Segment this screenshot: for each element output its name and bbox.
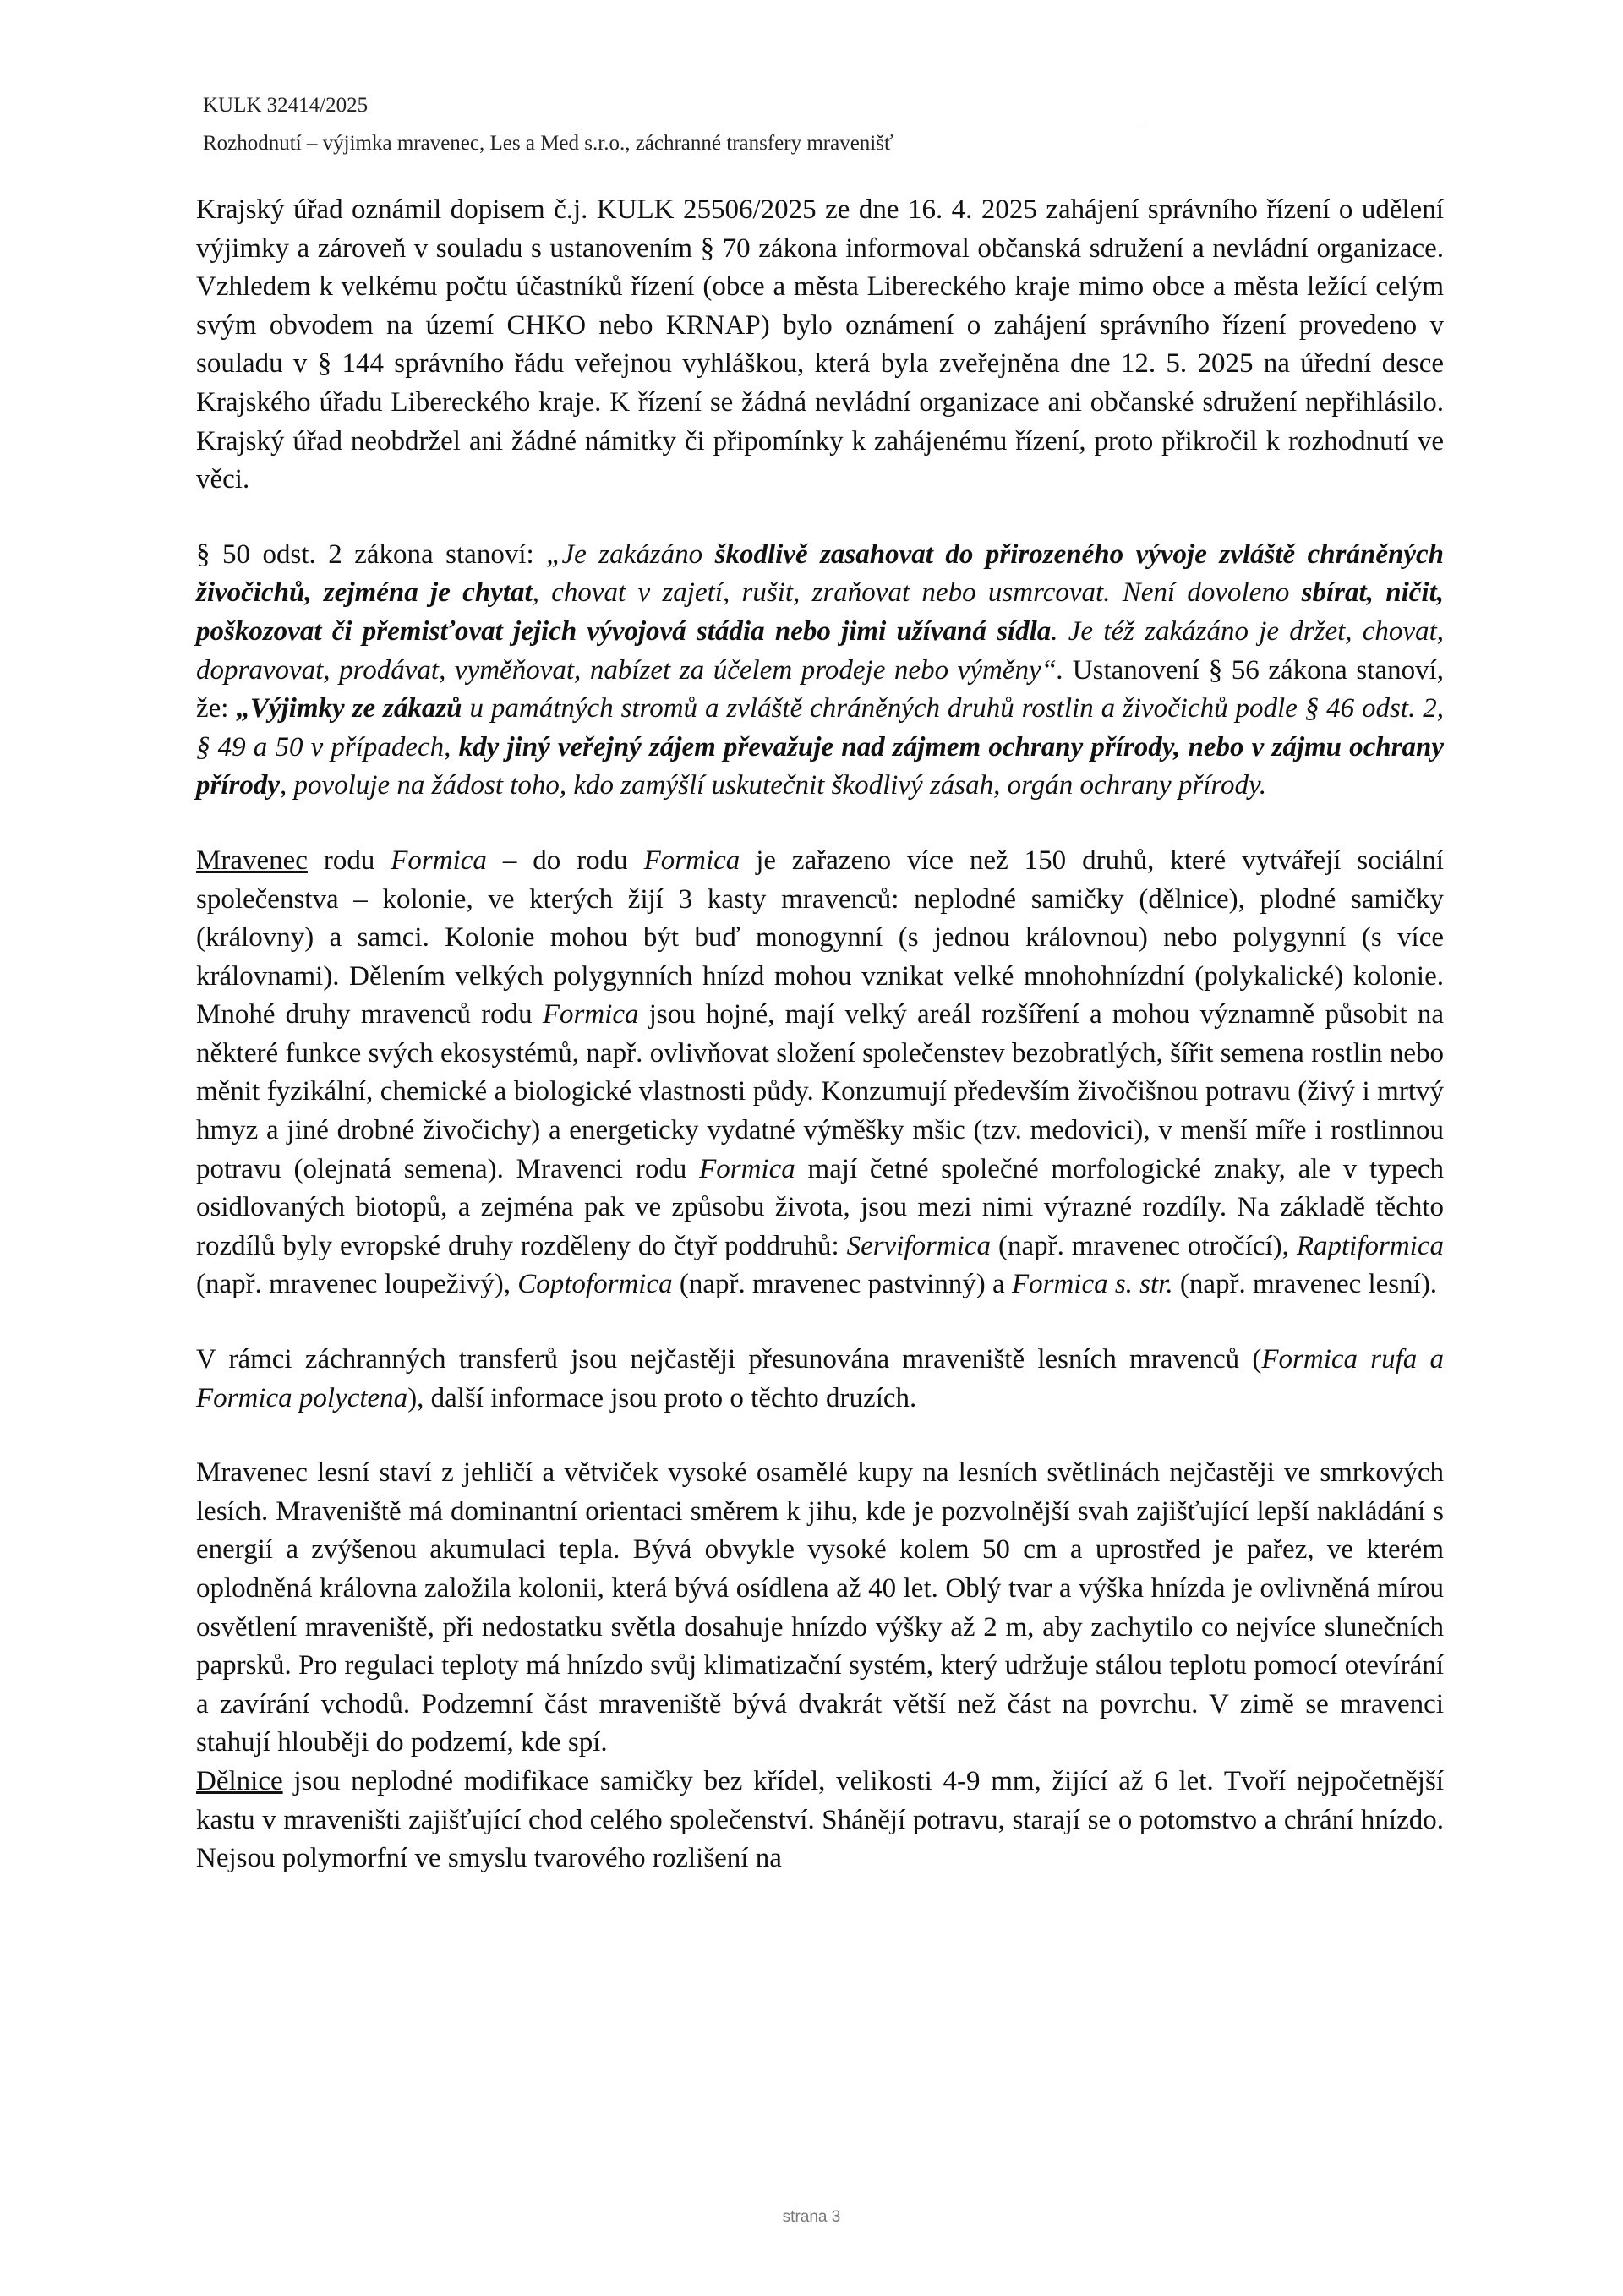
text: – do rodu — [486, 845, 644, 876]
genus-name: Formica — [391, 845, 487, 876]
paragraph-legal-provisions — [196, 536, 1444, 806]
term-underlined: Mravenec — [196, 845, 308, 876]
quote-emphasis: „Výjimky ze zákazů — [236, 693, 462, 724]
quote-text: , chovat v zajetí, rušit, zraňovat nebo usmrcovat. Není dovoleno — [532, 577, 1302, 609]
text: mají četné společné morfologické znaky, ale v typech osidlovaných biotopů, a zejména pak ve způsobu života, jsou mezi nimi výrazné rozdíly. Na základě těchto rozdílů byly evropské druhy rozděleny do čtyř poddruhů: — [196, 1153, 1444, 1261]
species-names: Formica rufa a Formica polyctena — [196, 1344, 1444, 1413]
text: jsou neplodné modifikace samičky bez křídel, velikosti 4-9 mm, žijící až 6 let. Tvoří nejpočetnější kastu v mraveništi zajišťující chod celého společenství. Shánějí potravu, starají se o potomstvo a chrání hnízdo. Nejsou polymorfní ve smyslu tvarového rozlišení na — [196, 1765, 1444, 1874]
document-body — [196, 191, 1444, 1878]
page-header — [203, 91, 1148, 159]
subgenus-name: Formica s. str. — [1011, 1269, 1173, 1300]
subgenus-name: Coptoformica — [517, 1269, 673, 1300]
paragraph-proceedings: Krajský úřad oznámil dopisem č.j. KULK 25506/2025 ze dne 16. 4. 2025 zahájení správního řízení o udělení výjimky a zároveň v souladu s ustanovením § 70 zákona informoval občanská sdružení a nevládní organizace. Vzhledem k velkému počtu účastníků řízení (obce a města Libereckého kraje mimo obce a města ležící celým svým obvodem na území CHKO nebo KRNAP) bylo oznámení o zahájení správního řízení provedeno v souladu v § 144 správního řádu veřejnou vyhláškou, která byla zveřejněna dne 12. 5. 2025 na úřední desce Krajského úřadu Libereckého kraje. K řízení se žádná nevládní organizace ani občanské sdružení nepřihlásilo. Krajský úřad neobdržel ani žádné námitky či připomínky k zahájenému řízení, proto přikročil k rozhodnutí ve věci. — [196, 194, 1444, 495]
paragraph-wood-ant-nest: Mravenec lesní staví z jehličí a větviček vysoké osamělé kupy na lesních světlinách nejčastěji ve smrkových lesích. Mraveniště má dominantní orientaci směrem k jihu, kde je pozvolnější svah zajišťující lepší nakládání s energií a zvýšenou akumulaci tepla. Bývá obvykle vysoké kolem 50 cm a uprostřed je pařez, ve kterém oplodněná královna založila kolonii, která bývá osídlena až 40 let. Oblý tvar a výška hnízda je ovlivněná mírou osvětlení mraveniště, při nedostatku světla dosahuje hnízdo výšky až 2 m, aby zachytilo co nejvíce slunečních paprsků. Pro regulaci teploty má hnízdo svůj klimatizační systém, který udržuje stálou teplotu pomocí otevírání a zavírání vchodů. Podzemní část mraveniště bývá dvakrát větší než část na povrchu. V zimě se mravenci stahují hlouběji do podzemí, kde spí. — [196, 1457, 1444, 1758]
document-reference: KULK 32414/2025 — [203, 94, 369, 117]
text: V rámci záchranných transferů jsou nejčastěji přesunována mraveniště lesních mravenců ( — [196, 1344, 1262, 1375]
subgenus-name: Raptiformica — [1296, 1230, 1444, 1261]
quote-text: „Je zakázáno — [546, 538, 715, 570]
quote-text: , povoluje na žádost toho, kdo zamýšlí uskutečnit škodlivý zásah, orgán ochrany přírody. — [280, 770, 1267, 801]
text: jsou hojné, mají velký areál rozšíření a mohou významně působit na některé funkce svých ekosystémů, např. ovlivňovat složení společenstev bezobratlých, šířit semena rostlin nebo měnit fyzikální, chemické a biologické vlastnosti půdy. Konzumují především živočišnou potravu (živý i mrtvý hmyz a jiné drobné živočichy) a energeticky vydatné výměšky mšic (tzv. medovici), v menší míře i rostlinnou potravu (olejnatá semena). Mravenci rodu — [196, 999, 1444, 1184]
text: ), další informace jsou proto o těchto druzích. — [407, 1382, 917, 1413]
quote-emphasis: kdy jiný veřejný zájem převažuje nad zájmem ochrany přírody, nebo v zájmu ochrany přírody — [196, 731, 1444, 801]
text: § 50 odst. 2 zákona stanoví: — [196, 538, 547, 570]
text: (např. mravenec lesní). — [1172, 1269, 1438, 1300]
genus-name: Formica — [542, 999, 639, 1030]
genus-name: Formica — [699, 1153, 795, 1184]
quote-emphasis: sbírat, ničit, poškozovat či přemisťovat jejich vývojová stádia nebo jimi užívaná sídla — [196, 577, 1445, 647]
text: je zařazeno více než 150 druhů, které vytvářejí sociální společenstva – kolonie, ve kterých žijí 3 kasty mravenců: neplodné samičky (dělnice), plodné samičky (královny) a samci. Kolonie mohou být buď monogynní (s jednou královnou) nebo polygynní (s více královnami). Dělením velkých polygynních hnízd mohou vznikat velké mnohohnízdní (polykalické) kolonie. Mnohé druhy mravenců rodu — [196, 845, 1444, 1030]
paragraph-formica-genus — [196, 842, 1444, 1304]
page-number: strana 3 — [782, 2208, 841, 2226]
genus-name: Formica — [643, 845, 740, 876]
quote-emphasis: škodlivě zasahovat do přirozeného vývoje zvláště chráněných živočichů, zejména je chytat — [196, 538, 1445, 609]
subgenus-name: Serviformica — [846, 1230, 992, 1261]
quote-text: . Je též zakázáno je držet, chovat, dopravovat, prodávat, vyměňovat, nabízet za účelem prodeje nebo výměny“. — [196, 615, 1444, 686]
term-underlined: Dělnice — [196, 1765, 283, 1796]
text: rodu — [307, 845, 391, 876]
quote-text: u památných stromů a zvláště chráněných druhů rostlin a živočichů podle § 46 odst. 2, § 49 a 50 v případech, — [196, 693, 1444, 763]
document-subtitle: Rozhodnutí – výjimka mravenec, Les a Med s.r.o., záchranné transfery mravenišť — [203, 132, 893, 155]
paragraph-rescue-transfers — [196, 1341, 1444, 1418]
text: (např. mravenec pastvinný) a — [672, 1269, 1012, 1300]
paragraph-workers — [196, 1763, 1444, 1878]
text: (např. mravenec loupeživý), — [196, 1269, 518, 1300]
text: (např. mravenec otročící), — [991, 1230, 1297, 1261]
text: Ustanovení § 56 zákona stanoví, že: — [196, 654, 1444, 724]
